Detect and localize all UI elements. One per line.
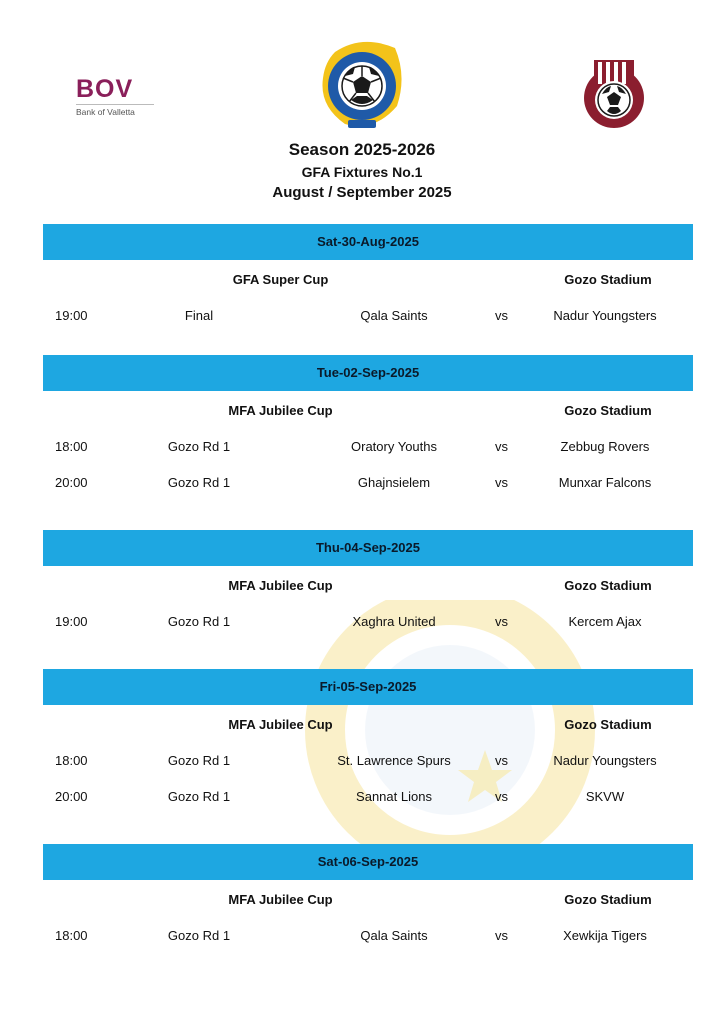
competition-row: [43, 880, 693, 919]
match-time: 18:00: [55, 439, 88, 454]
day-date-bar: Sat-30-Aug-2025: [43, 224, 693, 260]
vs-label: vs: [495, 614, 508, 629]
venue-name: Gozo Stadium: [564, 403, 652, 418]
title-block: [0, 138, 724, 204]
match-round: Gozo Rd 1: [167, 475, 231, 490]
day-spacer: [43, 641, 693, 649]
home-team: Xaghra United: [352, 614, 436, 629]
venue-name: Gozo Stadium: [564, 717, 652, 732]
bov-logo-subtitle: Bank of Valletta: [76, 107, 135, 117]
bov-logo-word: BOV: [76, 75, 134, 103]
match-row: [43, 605, 693, 641]
competition-name: MFA Jubilee Cup: [228, 578, 333, 593]
home-team: Qala Saints: [360, 928, 428, 943]
home-team: Ghajnsielem: [357, 475, 431, 490]
vs-label: vs: [495, 928, 508, 943]
home-team: Oratory Youths: [351, 439, 437, 454]
vs-label: vs: [495, 308, 508, 323]
fixture-day: [43, 669, 693, 824]
match-row: [43, 430, 693, 466]
match-row: [43, 466, 693, 502]
fixture-day: [43, 530, 693, 649]
vs-label: vs: [495, 789, 508, 804]
fixture-day: [43, 355, 693, 510]
home-team: Qala Saints: [360, 308, 428, 323]
day-spacer: [43, 816, 693, 824]
away-team: Xewkija Tigers: [563, 928, 647, 943]
vs-label: vs: [495, 475, 508, 490]
away-team: Nadur Youngsters: [553, 753, 657, 768]
venue-name: Gozo Stadium: [564, 578, 652, 593]
vs-label: vs: [495, 439, 508, 454]
away-team: Zebbug Rovers: [560, 439, 650, 454]
gozo-football-league-crest-icon: [578, 56, 650, 130]
match-row: [43, 299, 693, 335]
fixtures-list: [43, 224, 693, 975]
match-time: 18:00: [55, 928, 88, 943]
period-title: August / September 2025: [272, 184, 452, 201]
match-time: 20:00: [55, 475, 88, 490]
away-team: SKVW: [585, 789, 625, 804]
day-date-bar: Fri-05-Sep-2025: [43, 669, 693, 705]
competition-row: [43, 566, 693, 605]
match-round: Gozo Rd 1: [167, 928, 231, 943]
competition-row: [43, 260, 693, 299]
competition-name: MFA Jubilee Cup: [228, 403, 333, 418]
match-round: Gozo Rd 1: [167, 753, 231, 768]
day-date-bar: Tue-02-Sep-2025: [43, 355, 693, 391]
match-round: Final: [184, 308, 214, 323]
match-round: Gozo Rd 1: [167, 789, 231, 804]
match-row: [43, 744, 693, 780]
match-time: 18:00: [55, 753, 88, 768]
competition-name: MFA Jubilee Cup: [228, 717, 333, 732]
gfa-crest-icon: [315, 36, 409, 130]
competition-name: GFA Super Cup: [232, 272, 329, 287]
match-time: 19:00: [55, 614, 88, 629]
match-round: Gozo Rd 1: [167, 439, 231, 454]
day-date-bar: Sat-06-Sep-2025: [43, 844, 693, 880]
fixture-day: [43, 844, 693, 955]
fixture-day: [43, 224, 693, 335]
away-team: Munxar Falcons: [558, 475, 652, 490]
venue-name: Gozo Stadium: [564, 272, 652, 287]
match-row: [43, 780, 693, 816]
competition-name: MFA Jubilee Cup: [228, 892, 333, 907]
season-title: Season 2025-2026: [288, 140, 436, 159]
home-team: Sannat Lions: [356, 789, 432, 804]
match-row: [43, 919, 693, 955]
day-spacer: [43, 502, 693, 510]
venue-name: Gozo Stadium: [564, 892, 652, 907]
bov-logo: [76, 76, 156, 117]
away-team: Kercem Ajax: [568, 614, 642, 629]
match-time: 19:00: [55, 308, 88, 323]
page-header: [0, 0, 724, 215]
bov-logo-rule: [76, 104, 154, 105]
competition-row: [43, 705, 693, 744]
match-time: 20:00: [55, 789, 88, 804]
away-team: Nadur Youngsters: [553, 308, 657, 323]
day-date-bar: Thu-04-Sep-2025: [43, 530, 693, 566]
vs-label: vs: [495, 753, 508, 768]
fixtures-title: GFA Fixtures No.1: [301, 164, 423, 180]
competition-row: [43, 391, 693, 430]
match-round: Gozo Rd 1: [167, 614, 231, 629]
home-team: St. Lawrence Spurs: [337, 753, 451, 768]
